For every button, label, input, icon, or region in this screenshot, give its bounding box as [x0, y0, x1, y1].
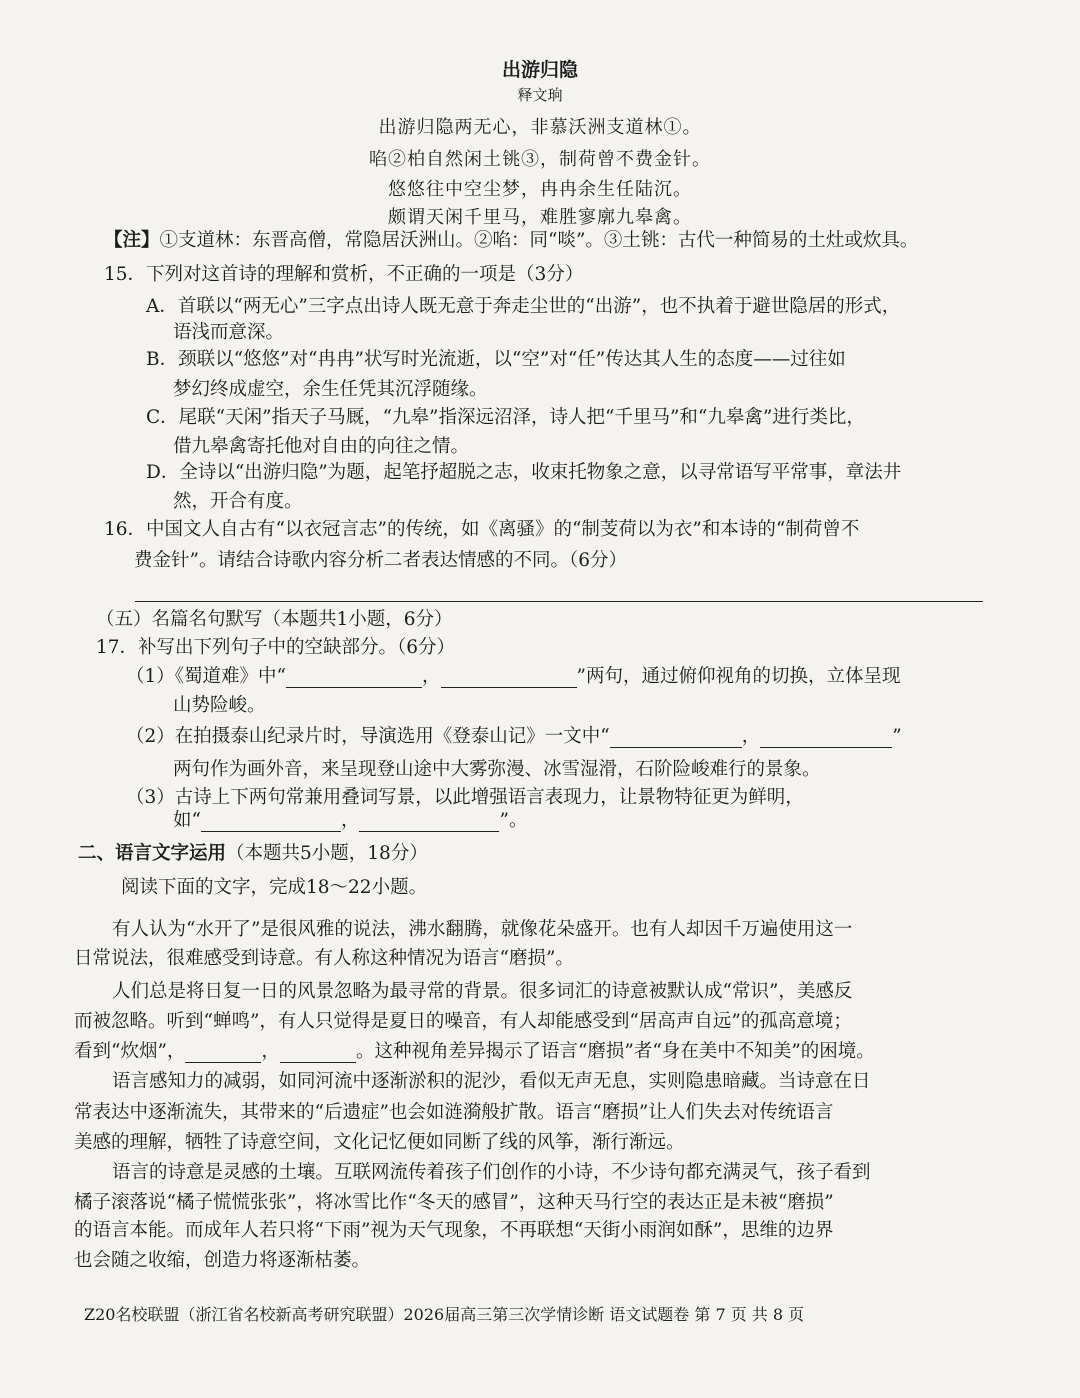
passage-line-9: 语言的诗意是灵感的土壤。互联网流传着孩子们创作的小诗，不少诗句都充满灵气，孩子看到 [112, 1162, 871, 1183]
section-2-intro: 阅读下面的文字，完成18～22小题。 [121, 877, 428, 898]
q17-part-3-cont: 如“ ， ”。 [173, 810, 528, 831]
q17-1-blank-1[interactable] [286, 667, 422, 688]
q17-3-blank-2[interactable] [359, 811, 499, 832]
passage-line-3: 人们总是将日复一日的风景忽略为最寻常的背景。很多词汇的诗意被默认成“常识”，美感反 [112, 981, 853, 1002]
passage-line-12: 也会随之收缩，创造力将逐渐枯萎。 [74, 1250, 371, 1271]
passage-line-5: 看到“炊烟”， ， 。这种视角差异揭示了语言“磨损”者“身在美中不知美”的困境。 [74, 1041, 875, 1062]
poem-title: 出游归隐 [501, 59, 578, 81]
q17-part-2-cont: 两句作为画外音，来呈现登山途中大雾弥漫、冰雪湿滑，石阶险峻难行的景象。 [173, 759, 821, 780]
q17-part-2: （2）在拍摄泰山纪录片时，导演选用《登泰山记》一文中“ ， ” [126, 726, 902, 747]
poem-author: 释文珦 [517, 86, 563, 104]
q17-3-blank-1[interactable] [201, 811, 341, 832]
passage-line-8: 美感的理解，牺牲了诗意空间，文化记忆便如同断了线的风筝，渐行渐远。 [74, 1132, 685, 1153]
q15-option-d: D．全诗以“出游归隐”为题，起笔抒超脱之志，收束托物象之意，以寻常语写平常事，章法井 [146, 462, 902, 483]
poem-line-2: 啗②柏自然闲土铫③，制荷曾不费金针。 [369, 149, 711, 170]
poem-line-4: 颇谓天闲千里马，难胜寥廓九皋禽。 [388, 207, 692, 228]
poem-line-1: 出游归隐两无心，非慕沃洲支道林①。 [378, 117, 702, 138]
passage-line-10: 橘子滚落说“橘子慌慌张张”，将冰雪比作“冬天的感冒”，这种天马行空的表达正是未被“磨损” [74, 1192, 834, 1213]
page-footer: Z20名校联盟（浙江省名校新高考研究联盟）2026届高三第三次学情诊断 语文试题卷 第 7 页 共 8 页 [84, 1305, 805, 1324]
q15-option-d-cont: 然，开合有度。 [173, 491, 303, 512]
note-label: 【注】 [104, 230, 160, 251]
q17-1-blank-2[interactable] [441, 667, 577, 688]
passage-line-6: 语言感知力的减弱，如同河流中逐渐淤积的泥沙，看似无声无息，实则隐患暗藏。当诗意在日 [112, 1071, 871, 1092]
passage-line-1: 有人认为“水开了”是很风雅的说法，沸水翻腾，就像花朵盛开。也有人却因千万遍使用这一 [112, 919, 853, 940]
q15-option-a-cont: 语浅而意深。 [173, 322, 285, 343]
q15-option-b-cont: 梦幻终成虚空，余生任凭其沉浮随缘。 [173, 379, 488, 400]
section-2-heading: 二、语言文字运用（本题共5小题，18分） [78, 843, 428, 864]
q15-option-c-cont: 借九皋禽寄托他对自由的向往之情。 [173, 436, 470, 457]
passage-blank-1[interactable] [185, 1042, 261, 1063]
poem-line-3: 悠悠往中空尘梦，冉冉余生任陆沉。 [388, 179, 692, 200]
passage-line-2: 日常说法，很难感受到诗意。有人称这种情况为语言“磨损”。 [74, 948, 574, 969]
q17-part-1-cont: 山势险峻。 [173, 695, 266, 716]
note-text: ①支道林：东晋高僧，常隐居沃洲山。②啗：同“啖”。③土铫：古代一种简易的土灶或炊具。 [159, 230, 919, 251]
q15-stem: 15．下列对这首诗的理解和赏析，不正确的一项是（3分） [104, 264, 584, 285]
q17-part-3: （3）古诗上下两句常兼用叠词写景，以此增强语言表现力，让景物特征更为鲜明， [126, 787, 804, 808]
q16-line-2: 费金针”。请结合诗歌内容分析二者表达情感的不同。（6分） [134, 550, 627, 571]
passage-line-11: 的语言本能。而成年人若只将“下雨”视为天气现象，不再联想“天街小雨润如酥”，思维的边界 [74, 1220, 834, 1241]
q15-option-c: C．尾联“天闲”指天子马厩，“九皋”指深远沼泽，诗人把“千里马”和“九皋禽”进行类比， [146, 407, 865, 428]
q17-2-blank-1[interactable] [610, 727, 742, 748]
passage-blank-2[interactable] [280, 1042, 356, 1063]
poem-note [104, 226, 918, 252]
q15-option-a: A．首联以“两无心”三字点出诗人既无意于奔走尘世的“出游”，也不执着于避世隐居的形式， [146, 296, 901, 317]
q16-answer-line[interactable] [135, 601, 983, 602]
q17-stem: 17．补写出下列句子中的空缺部分。（6分） [96, 637, 456, 658]
q17-part-1: （1）《蜀道难》中“ ， ”两句，通过俯仰视角的切换，立体呈现 [126, 666, 901, 687]
passage-line-4: 而被忽略。听到“蝉鸣”，有人只觉得是夏日的噪音，有人却能感受到“居高声自远”的孤高意境； [74, 1011, 852, 1032]
section-5-heading: （五）名篇名句默写（本题共1小题，6分） [96, 609, 453, 630]
q15-option-b: B．颈联以“悠悠”对“冉冉”状写时光流逝，以“空”对“任”传达其人生的态度——过往如 [146, 349, 846, 370]
q17-2-blank-2[interactable] [760, 727, 892, 748]
q16-line-1: 16．中国文人自古有“以衣冠言志”的传统，如《离骚》的“制芰荷以为衣”和本诗的“制荷曾不 [104, 519, 860, 540]
passage-line-7: 常表达中逐渐流失，其带来的“后遗症”也会如涟漪般扩散。语言“磨损”让人们失去对传统语言 [74, 1102, 834, 1123]
